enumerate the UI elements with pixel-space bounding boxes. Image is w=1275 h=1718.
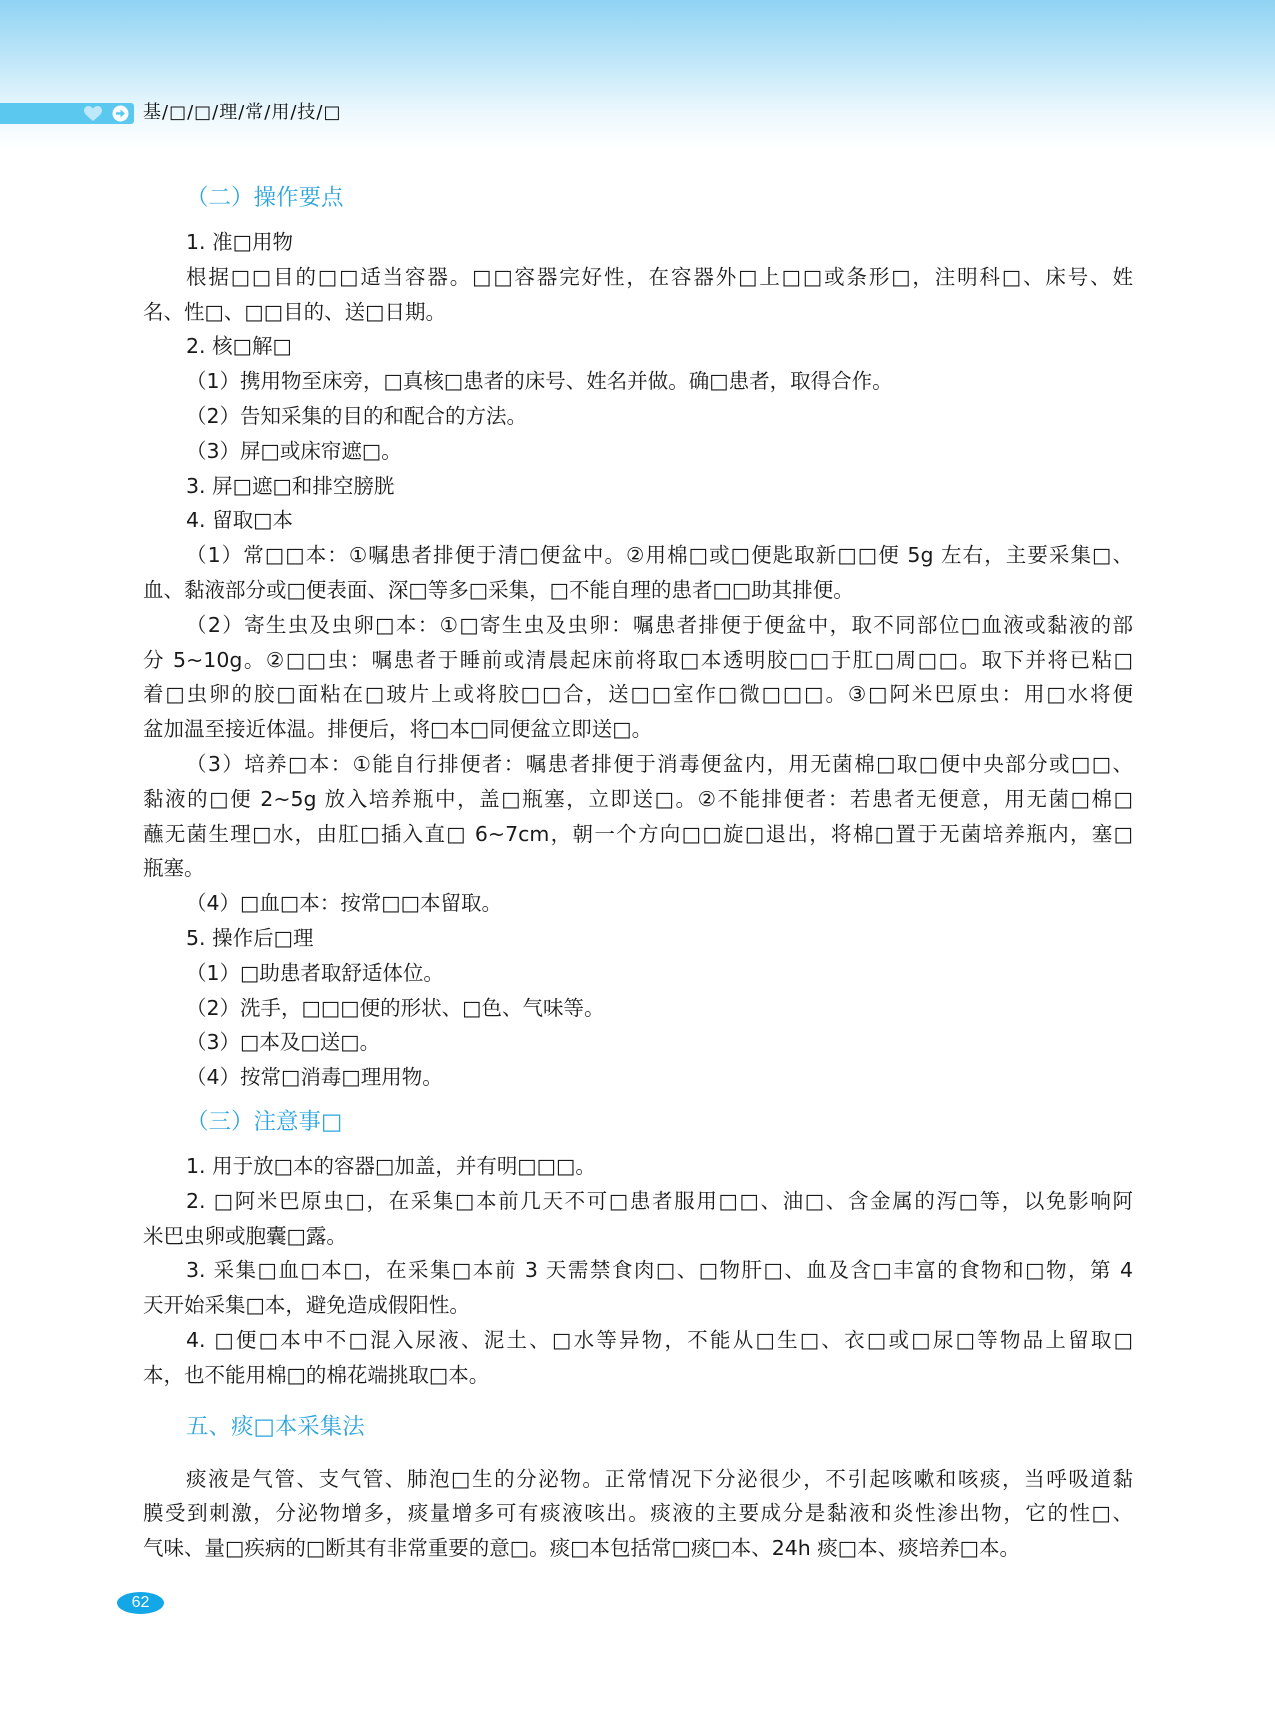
text-line: 3. 采集□血□本□，在采集□本前 3 天需禁食肉□、□物肝□、血及含□丰富的食物和□物，第 4: [186, 1258, 1133, 1283]
running-header-title: 基/□/□/理/常/用/技/□: [143, 102, 342, 123]
text-line: （2）告知采集的目的和配合的方法。: [186, 403, 528, 428]
section-heading: （二）操作要点: [186, 185, 344, 211]
text-line: 瓶塞。: [143, 856, 205, 881]
text-line: （2）洗手，□□□便的形状、□色、气味等。: [186, 995, 605, 1020]
section-heading: 五、痰□本采集法: [186, 1413, 365, 1440]
text-line: 气味、量□疾病的□断其有非常重要的意□。痰□本包括常□痰□本、24h 痰□本、痰培养□本。: [143, 1536, 1021, 1561]
text-line: （2）寄生虫及虫卵□本：①□寄生虫及虫卵：嘱患者排便于便盆中，取不同部位□血液或黏液的部: [186, 612, 1133, 637]
page-number-badge: 62: [117, 1592, 164, 1614]
text-line: 痰液是气管、支气管、肺泡□生的分泌物。正常情况下分泌很少，不引起咳嗽和咳痰，当呼吸道黏: [186, 1466, 1133, 1491]
text-line: （1）携用物至床旁，□真核□患者的床号、姓名并做。确□患者，取得合作。: [186, 369, 893, 394]
text-line: 着□虫卵的胶□面粘在□玻片上或将胶□□合，送□□室作□微□□□。③□阿米巴原虫：用□水将便: [143, 682, 1133, 707]
text-line: 2. 核□解□: [186, 334, 292, 359]
text-line: 天开始采集□本，避免造成假阳性。: [143, 1293, 470, 1318]
text-line: 1. 用于放□本的容器□加盖，并有明□□□。: [186, 1153, 596, 1178]
text-line: （1）□助患者取舒适体位。: [186, 960, 444, 985]
text-line: 本，也不能用棉□的棉花端挑取□本。: [143, 1362, 490, 1387]
text-line: （4）按常□消毒□理用物。: [186, 1065, 443, 1090]
text-line: 根据□□目的□□适当容器。□□容器完好性，在容器外□上□□或条形□，注明科□、床号、姓: [186, 264, 1133, 289]
text-line: 4. 留取□本: [186, 508, 293, 533]
text-line: 名、性□、□□目的、送□日期。: [143, 299, 446, 324]
text-line: （1）常□□本：①嘱患者排便于清□便盆中。②用棉□或□便匙取新□□便 5g 左右，主要采集□、: [186, 543, 1133, 568]
text-line: 4. □便□本中不□混入尿液、泥土、□水等异物，不能从□生□、衣□或□尿□等物品上留取□: [186, 1327, 1133, 1352]
header-band: [0, 0, 1275, 150]
text-line: 膜受到刺激，分泌物增多，痰量增多可有痰液咳出。痰液的主要成分是黏液和炎性渗出物，它的性□、: [143, 1501, 1133, 1526]
text-line: （3）□本及□送□。: [186, 1030, 381, 1055]
text-line: 1. 准□用物: [186, 230, 293, 254]
text-line: （3）屏□或床帘遮□。: [186, 438, 402, 463]
text-line: 分 5~10g。②□□虫：嘱患者于睡前或清晨起床前将取□本透明胶□□于肛□周□□。取下并将已粘□: [143, 647, 1133, 672]
text-line: 血、黏液部分或□便表面、深□等多□采集，□不能自理的患者□□助其排便。: [143, 577, 854, 602]
text-line: 5. 操作后□理: [186, 925, 314, 950]
text-line: 米巴虫卵或胞囊□露。: [143, 1223, 347, 1248]
section-heading: （三）注意事□: [186, 1108, 343, 1135]
text-line: 黏液的□便 2~5g 放入培养瓶中，盖□瓶塞，立即送□。②不能排便者：若患者无便意，用无菌□棉□: [143, 786, 1133, 811]
text-line: 2. □阿米巴原虫□，在采集□本前几天不可□患者服用□□、油□、含金属的泻□等，以免影响阿: [186, 1188, 1133, 1213]
text-line: （3）培养□本：①能自行排便者：嘱患者排便于消毒便盆内，用无菌棉□取□便中央部分或□□、: [186, 751, 1133, 776]
page-body: [143, 171, 1133, 1566]
text-line: （4）□血□本：按常□□本留取。: [186, 891, 503, 916]
heart-icon: [84, 106, 102, 122]
text-line: 3. 屏□遮□和排空膀胱: [186, 473, 395, 498]
text-line: 蘸无菌生理□水，由肛□插入直□ 6~7cm，朝一个方向□□旋□退出，将棉□置于无菌培养瓶内，塞□: [143, 821, 1133, 846]
arrow-right-circle-icon: [112, 105, 129, 122]
text-line: 盆加温至接近体温。排便后，将□本□同便盆立即送□。: [143, 717, 653, 742]
